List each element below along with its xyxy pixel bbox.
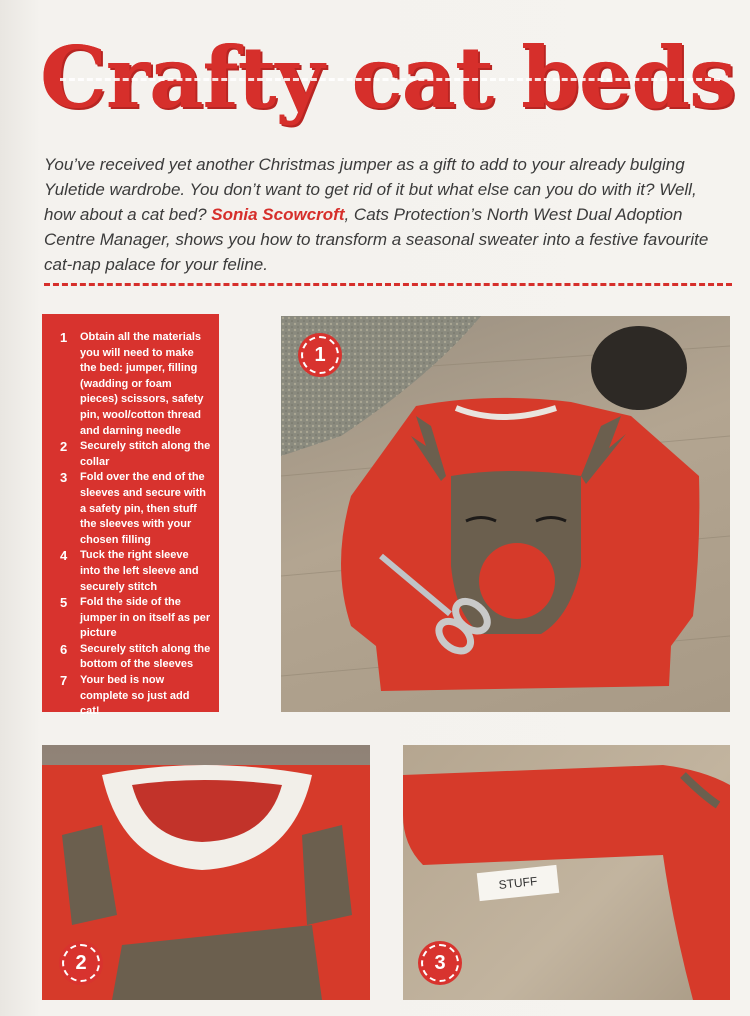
intro-paragraph [44, 152, 714, 277]
step-text: Fold the side of the jumper in on itself as per picture [80, 596, 211, 640]
step-number: 4 [60, 548, 68, 564]
photo-stuffed-sleeve [403, 745, 730, 1000]
steps-list [56, 330, 211, 720]
step-item [56, 330, 211, 439]
step-text: Your bed is now complete so just add cat! [80, 674, 190, 718]
step-text: Fold over the end of the sleeves and secure with a safety pin, then stuff the sleeves with your chosen filling [80, 471, 206, 546]
step-badge: 2 [62, 944, 100, 982]
photo-jumper-materials [281, 316, 730, 712]
title-stitch-decoration [60, 78, 720, 81]
step-number: 2 [60, 439, 68, 455]
stuff-label: STUFF [477, 865, 559, 901]
photo-collar-stitch [42, 745, 370, 1000]
step-text: Tuck the right sleeve into the left sleeve and securely stitch [80, 549, 199, 593]
step-item [56, 548, 211, 595]
step-item [56, 673, 211, 720]
intro-text-end: , Cats Protection’s North West Dual Adoption Centre Manager, shows you how to transform a seasonal sweater into a festive favourite cat-nap palace for your feline. [44, 205, 709, 274]
jumper-illustration [281, 316, 730, 712]
step-text: Securely stitch along the collar [80, 440, 211, 468]
dashed-divider [44, 283, 732, 286]
step-number: 6 [60, 641, 68, 657]
step-number: 1 [60, 330, 68, 345]
intro-text-start: You’ve received yet another Christmas jumper as a gift to add to your already bulging Yuletide wardrobe. You don’t want to get rid of it but what else can you do with it? Well, how about a cat bed? [44, 155, 697, 224]
step-number: 3 [60, 470, 68, 486]
step-item [56, 470, 211, 548]
step-text: Obtain all the materials you will need to make the bed: jumper, filling (wadding or foam pieces) scissors, safety pin, wool/cotton thread and darning needle [80, 331, 204, 437]
step-badge: 1 [301, 336, 339, 374]
step-text: Securely stitch along the bottom of the sleeves [80, 642, 211, 671]
step-number: 7 [60, 673, 68, 689]
steps-box [42, 314, 219, 718]
page-title: Crafty cat beds [40, 28, 736, 127]
step-item [56, 595, 211, 642]
step-number: 5 [60, 595, 68, 611]
step-item [56, 642, 211, 673]
author-name: Sonia Scowcroft [211, 205, 345, 224]
step-item [56, 439, 211, 470]
step-badge: 3 [421, 944, 459, 982]
